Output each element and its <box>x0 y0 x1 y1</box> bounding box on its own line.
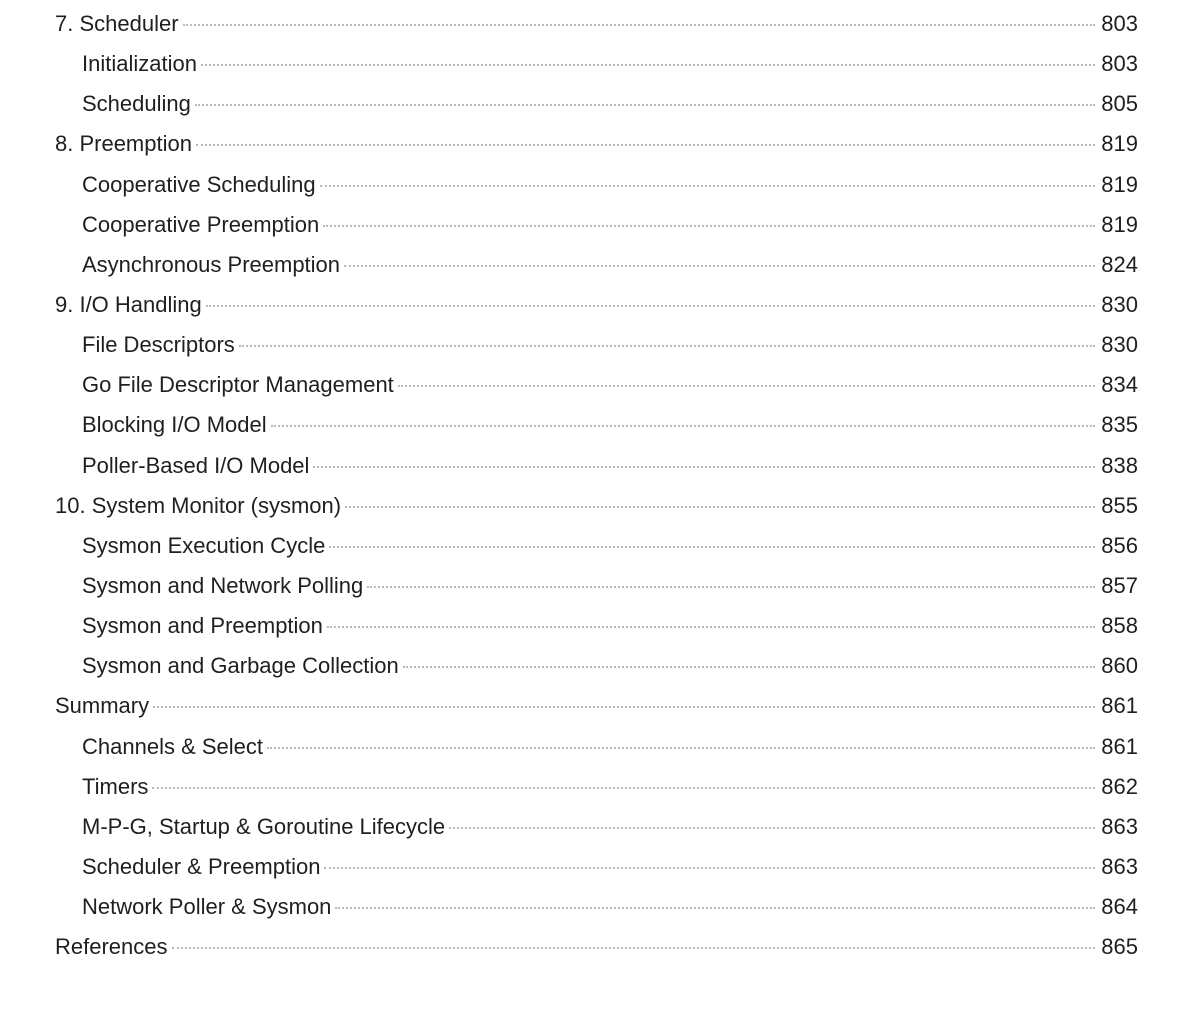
dot-leader <box>313 466 1095 468</box>
dot-leader <box>403 666 1096 668</box>
toc-section-entry[interactable] <box>55 44 1138 84</box>
toc-entry-page-number[interactable]: 834 <box>1101 372 1138 398</box>
toc-section-entry[interactable] <box>55 365 1138 405</box>
dot-leader <box>398 385 1095 387</box>
toc-entry-title[interactable]: Go File Descriptor Management <box>82 372 394 398</box>
toc-entry-title[interactable]: Sysmon Execution Cycle <box>82 532 326 558</box>
table-of-contents <box>55 4 1138 967</box>
dot-leader <box>323 225 1095 227</box>
toc-section-entry[interactable] <box>55 887 1138 927</box>
toc-section-entry[interactable] <box>55 245 1138 285</box>
toc-section-entry[interactable] <box>55 405 1138 445</box>
toc-entry-title[interactable]: Network Poller & Sysmon <box>82 894 332 920</box>
dot-leader <box>153 706 1095 708</box>
toc-entry-title[interactable]: Poller-Based I/O Model <box>82 452 310 478</box>
toc-entry-title[interactable]: Sysmon and Garbage Collection <box>82 653 399 679</box>
toc-entry-page-number[interactable]: 860 <box>1101 653 1138 679</box>
dot-leader <box>201 64 1095 66</box>
dot-leader <box>271 425 1096 427</box>
toc-chapter-entry[interactable] <box>55 4 1138 44</box>
toc-entry-page-number[interactable]: 819 <box>1101 211 1138 237</box>
toc-entry-title[interactable]: 9. I/O Handling <box>55 291 202 317</box>
dot-leader <box>195 104 1095 106</box>
toc-section-entry[interactable] <box>55 847 1138 887</box>
toc-section-entry[interactable] <box>55 767 1138 807</box>
toc-entry-title[interactable]: M-P-G, Startup & Goroutine Lifecycle <box>82 813 446 839</box>
toc-entry-title[interactable]: Timers <box>82 773 149 799</box>
toc-chapter-entry[interactable] <box>55 686 1138 726</box>
toc-entry-page-number[interactable]: 830 <box>1101 332 1138 358</box>
dot-leader <box>172 947 1096 949</box>
toc-chapter-entry[interactable] <box>55 927 1138 967</box>
dot-leader <box>345 506 1095 508</box>
toc-entry-page-number[interactable]: 803 <box>1101 51 1138 77</box>
toc-entry-title[interactable]: Scheduler & Preemption <box>82 853 321 879</box>
toc-entry-page-number[interactable]: 865 <box>1101 934 1138 960</box>
toc-section-entry[interactable] <box>55 165 1138 205</box>
toc-entry-page-number[interactable]: 819 <box>1101 171 1138 197</box>
toc-section-entry[interactable] <box>55 526 1138 566</box>
toc-entry-title[interactable]: File Descriptors <box>82 332 235 358</box>
toc-entry-title[interactable]: 8. Preemption <box>55 131 192 157</box>
toc-entry-title[interactable]: Scheduling <box>82 91 191 117</box>
toc-entry-page-number[interactable]: 803 <box>1101 11 1138 36</box>
dot-leader <box>206 305 1096 307</box>
toc-section-entry[interactable] <box>55 606 1138 646</box>
toc-entry-title[interactable]: 7. Scheduler <box>55 11 179 36</box>
toc-chapter-entry[interactable] <box>55 285 1138 325</box>
toc-entry-title[interactable]: Sysmon and Preemption <box>82 613 323 639</box>
toc-entry-page-number[interactable]: 835 <box>1101 412 1138 438</box>
toc-entry-page-number[interactable]: 830 <box>1101 291 1138 317</box>
dot-leader <box>196 144 1095 146</box>
toc-entry-title[interactable]: References <box>55 934 168 960</box>
dot-leader <box>449 827 1095 829</box>
toc-section-entry[interactable] <box>55 727 1138 767</box>
toc-entry-page-number[interactable]: 857 <box>1101 572 1138 598</box>
toc-entry-page-number[interactable]: 862 <box>1101 773 1138 799</box>
toc-entry-page-number[interactable]: 838 <box>1101 452 1138 478</box>
dot-leader <box>324 867 1095 869</box>
toc-entry-page-number[interactable]: 861 <box>1101 733 1138 759</box>
dot-leader <box>183 24 1096 26</box>
toc-entry-title[interactable]: Channels & Select <box>82 733 263 759</box>
toc-entry-page-number[interactable]: 864 <box>1101 894 1138 920</box>
toc-chapter-entry[interactable] <box>55 486 1138 526</box>
toc-section-entry[interactable] <box>55 446 1138 486</box>
toc-chapter-entry[interactable] <box>55 124 1138 164</box>
toc-entry-page-number[interactable]: 861 <box>1101 693 1138 719</box>
dot-leader <box>152 787 1095 789</box>
toc-entry-page-number[interactable]: 858 <box>1101 613 1138 639</box>
dot-leader <box>239 345 1095 347</box>
toc-section-entry[interactable] <box>55 646 1138 686</box>
toc-entry-page-number[interactable]: 824 <box>1101 251 1138 277</box>
toc-entry-title[interactable]: Initialization <box>82 51 197 77</box>
toc-entry-page-number[interactable]: 856 <box>1101 532 1138 558</box>
toc-entry-page-number[interactable]: 863 <box>1101 853 1138 879</box>
toc-section-entry[interactable] <box>55 205 1138 245</box>
toc-entry-title[interactable]: Blocking I/O Model <box>82 412 267 438</box>
toc-entry-title[interactable]: Summary <box>55 693 150 719</box>
toc-entry-page-number[interactable]: 819 <box>1101 131 1138 157</box>
dot-leader <box>335 907 1095 909</box>
toc-section-entry[interactable] <box>55 566 1138 606</box>
toc-section-entry[interactable] <box>55 807 1138 847</box>
dot-leader <box>320 185 1096 187</box>
dot-leader <box>367 586 1095 588</box>
dot-leader <box>329 546 1095 548</box>
toc-section-entry[interactable] <box>55 325 1138 365</box>
dot-leader <box>267 747 1095 749</box>
toc-entry-page-number[interactable]: 855 <box>1101 492 1138 518</box>
toc-entry-page-number[interactable]: 863 <box>1101 813 1138 839</box>
toc-entry-page-number[interactable]: 805 <box>1101 91 1138 117</box>
toc-entry-title[interactable]: Sysmon and Network Polling <box>82 572 364 598</box>
dot-leader <box>327 626 1095 628</box>
toc-entry-title[interactable]: Cooperative Scheduling <box>82 171 316 197</box>
toc-entry-title[interactable]: Asynchronous Preemption <box>82 251 341 277</box>
dot-leader <box>344 265 1095 267</box>
toc-entry-title[interactable]: 10. System Monitor (sysmon) <box>55 492 342 518</box>
toc-entry-title[interactable]: Cooperative Preemption <box>82 211 320 237</box>
toc-section-entry[interactable] <box>55 84 1138 124</box>
